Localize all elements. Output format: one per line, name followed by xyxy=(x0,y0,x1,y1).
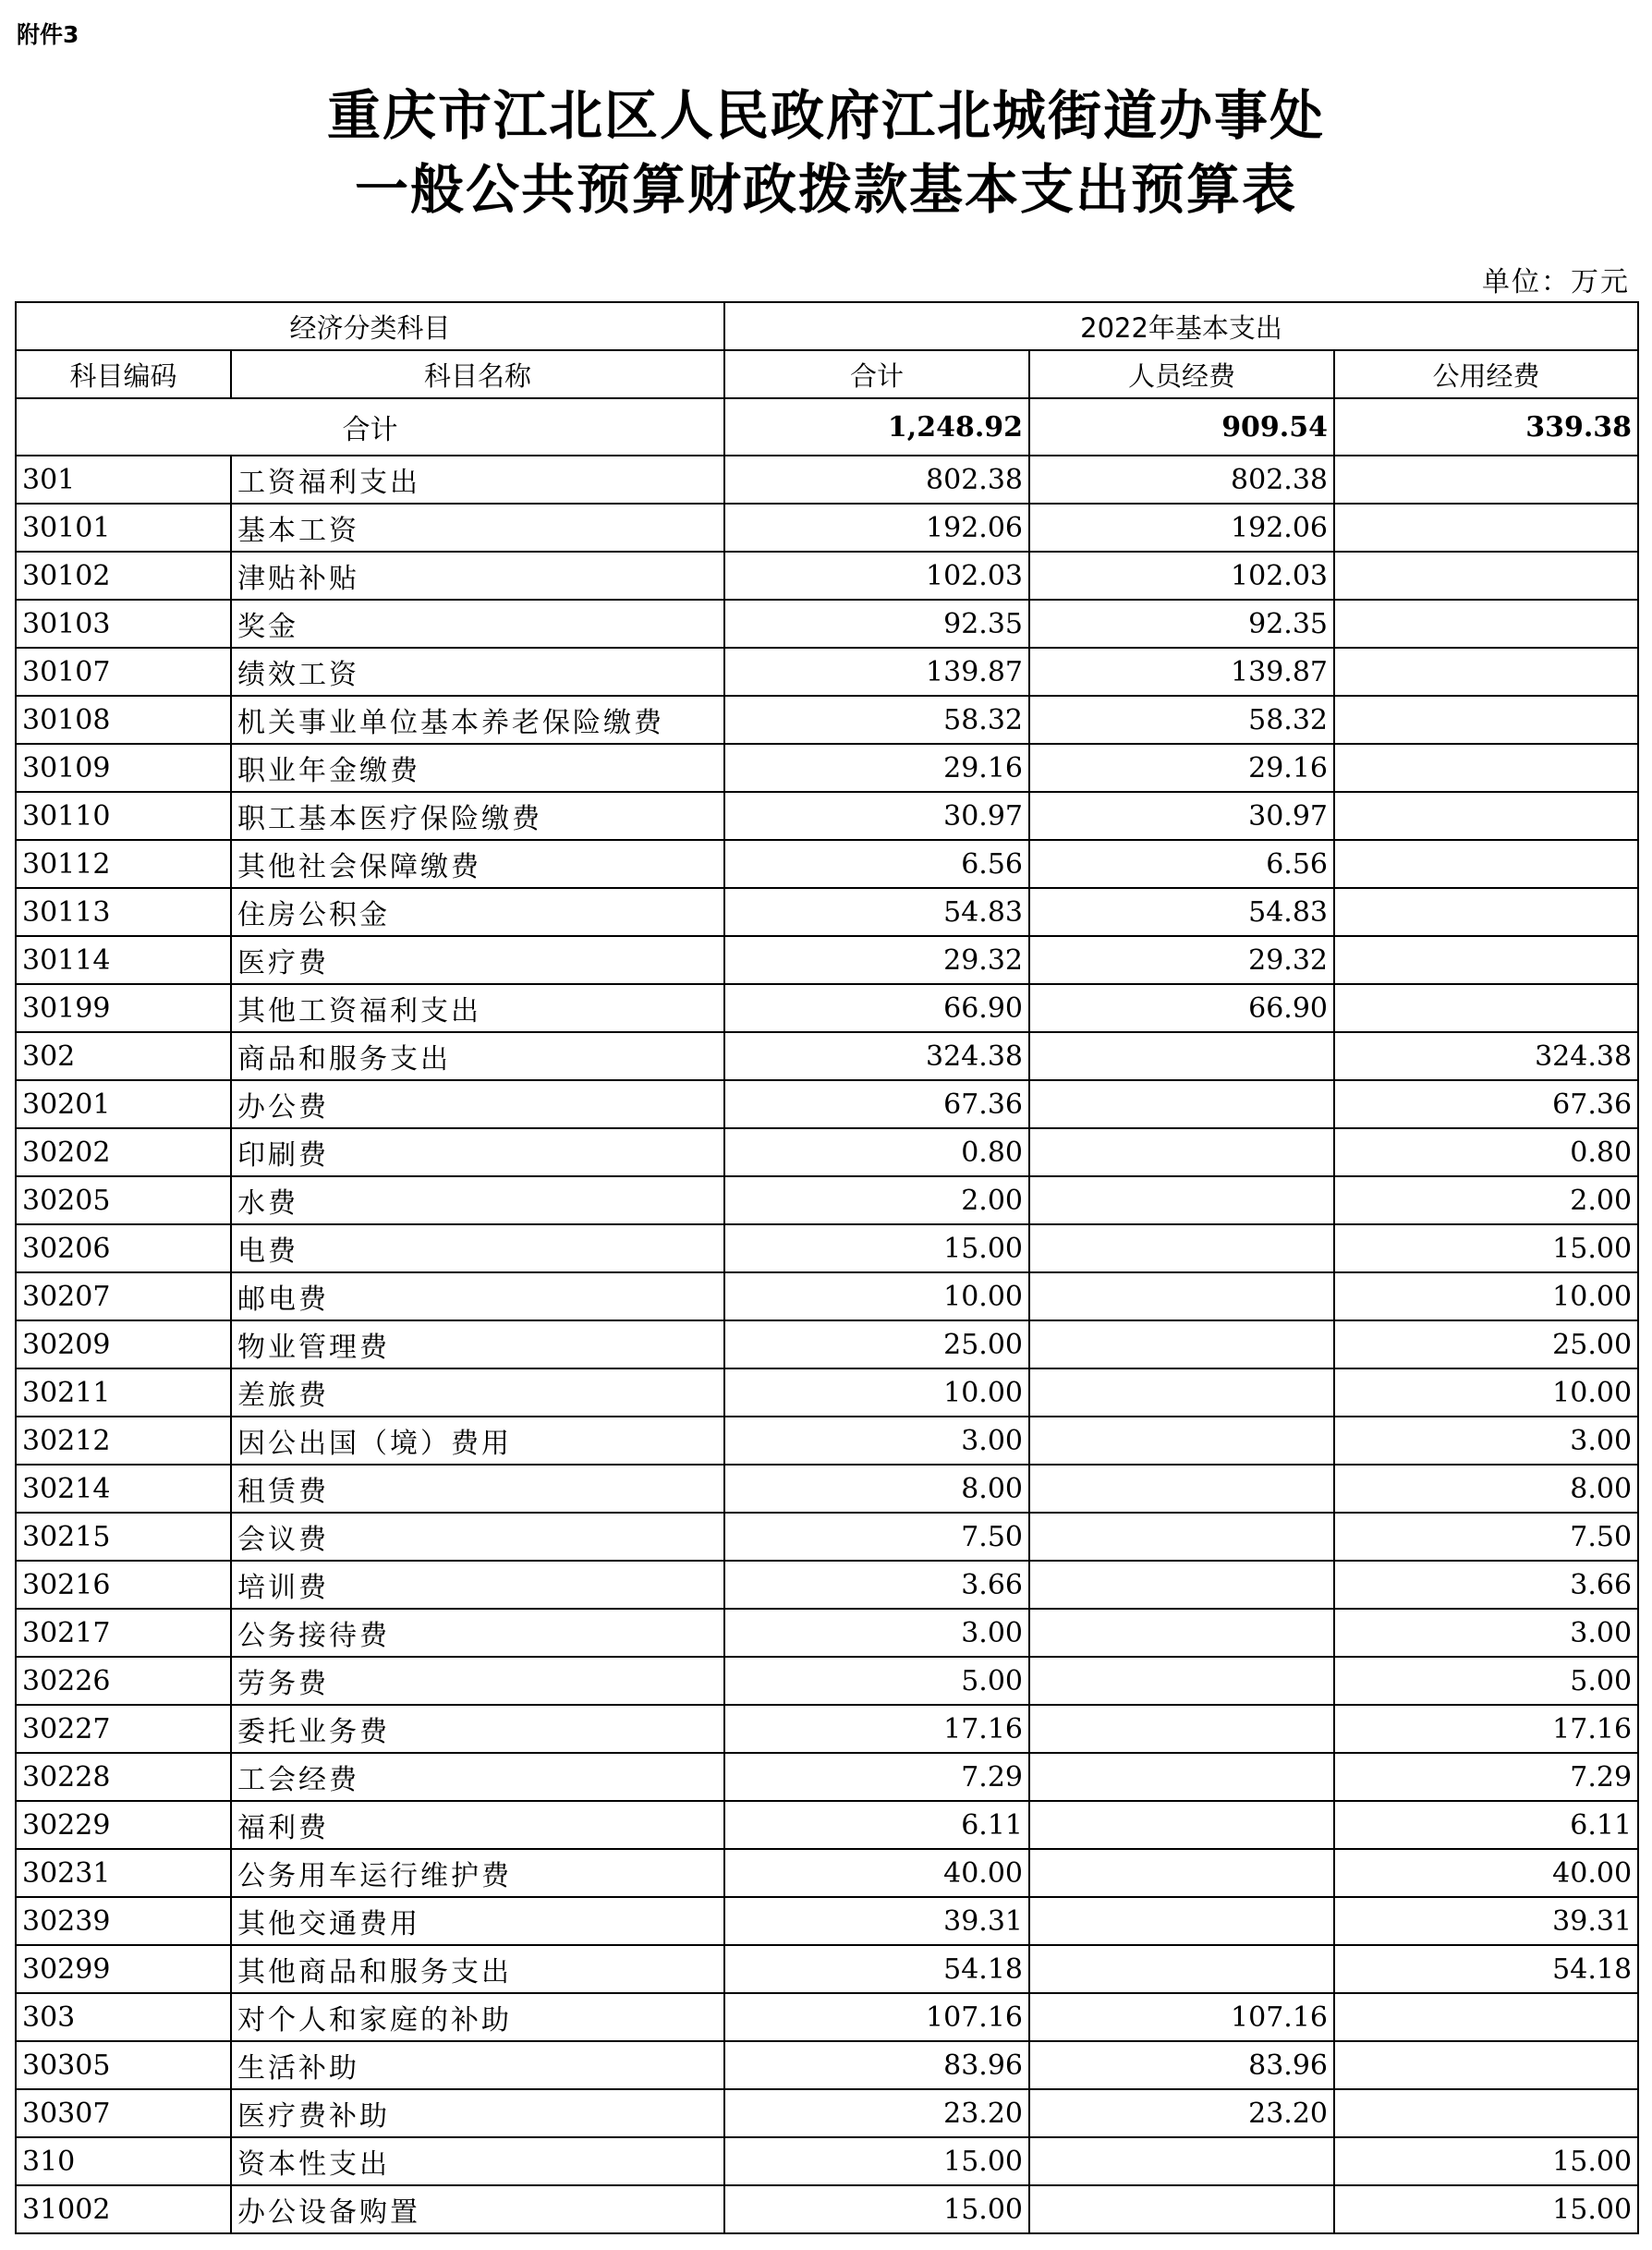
cell-personnel xyxy=(1029,1705,1334,1753)
table-row xyxy=(16,1513,1638,1561)
cell-name: 商品和服务支出 xyxy=(231,1032,724,1080)
cell-name: 物业管理费 xyxy=(231,1320,724,1368)
cell-public xyxy=(1334,840,1638,888)
cell-personnel: 139.87 xyxy=(1029,648,1334,696)
cell-name: 邮电费 xyxy=(231,1272,724,1320)
cell-code: 30214 xyxy=(16,1465,231,1513)
cell-name: 工会经费 xyxy=(231,1753,724,1801)
cell-name: 印刷费 xyxy=(231,1128,724,1176)
cell-name: 公务用车运行维护费 xyxy=(231,1849,724,1897)
cell-total: 10.00 xyxy=(724,1272,1029,1320)
cell-name: 职工基本医疗保险缴费 xyxy=(231,792,724,840)
cell-total: 67.36 xyxy=(724,1080,1029,1128)
cell-code: 30217 xyxy=(16,1609,231,1657)
table-row xyxy=(16,648,1638,696)
cell-name: 培训费 xyxy=(231,1561,724,1609)
cell-personnel: 83.96 xyxy=(1029,2041,1334,2089)
cell-personnel xyxy=(1029,1272,1334,1320)
cell-personnel xyxy=(1029,1224,1334,1272)
cell-public: 40.00 xyxy=(1334,1849,1638,1897)
table-row xyxy=(16,984,1638,1032)
cell-total: 7.29 xyxy=(724,1753,1029,1801)
header-year-expense: 2022年基本支出 xyxy=(724,302,1638,350)
cell-total: 40.00 xyxy=(724,1849,1029,1897)
cell-name: 其他商品和服务支出 xyxy=(231,1945,724,1993)
header-code: 科目编码 xyxy=(16,350,231,398)
total-sum: 1,248.92 xyxy=(724,398,1029,456)
table-row xyxy=(16,1368,1638,1417)
cell-total: 29.16 xyxy=(724,744,1029,792)
cell-personnel xyxy=(1029,1465,1334,1513)
cell-public: 3.66 xyxy=(1334,1561,1638,1609)
cell-public: 15.00 xyxy=(1334,2137,1638,2185)
cell-personnel: 6.56 xyxy=(1029,840,1334,888)
cell-personnel xyxy=(1029,1945,1334,1993)
cell-total: 7.50 xyxy=(724,1513,1029,1561)
total-row xyxy=(16,398,1638,456)
cell-code: 30211 xyxy=(16,1368,231,1417)
table-row xyxy=(16,1897,1638,1945)
cell-total: 17.16 xyxy=(724,1705,1029,1753)
header-public: 公用经费 xyxy=(1334,350,1638,398)
cell-public xyxy=(1334,2089,1638,2137)
cell-public xyxy=(1334,1993,1638,2041)
cell-public: 39.31 xyxy=(1334,1897,1638,1945)
cell-personnel xyxy=(1029,1417,1334,1465)
cell-code: 30229 xyxy=(16,1801,231,1849)
cell-code: 30212 xyxy=(16,1417,231,1465)
cell-code: 30101 xyxy=(16,504,231,552)
cell-name: 职业年金缴费 xyxy=(231,744,724,792)
cell-public xyxy=(1334,600,1638,648)
cell-public: 67.36 xyxy=(1334,1080,1638,1128)
table-row xyxy=(16,1417,1638,1465)
cell-name: 津贴补贴 xyxy=(231,552,724,600)
page-title: 重庆市江北区人民政府江北城街道办事处 xyxy=(326,84,1325,147)
cell-personnel: 92.35 xyxy=(1029,600,1334,648)
table-row xyxy=(16,1224,1638,1272)
cell-name: 会议费 xyxy=(231,1513,724,1561)
cell-name: 租赁费 xyxy=(231,1465,724,1513)
table-row xyxy=(16,744,1638,792)
cell-code: 30239 xyxy=(16,1897,231,1945)
cell-total: 3.00 xyxy=(724,1417,1029,1465)
table-row xyxy=(16,2185,1638,2233)
cell-code: 31002 xyxy=(16,2185,231,2233)
table-row xyxy=(16,1465,1638,1513)
cell-personnel: 102.03 xyxy=(1029,552,1334,600)
cell-code: 30216 xyxy=(16,1561,231,1609)
cell-name: 委托业务费 xyxy=(231,1705,724,1753)
cell-name: 水费 xyxy=(231,1176,724,1224)
cell-total: 5.00 xyxy=(724,1657,1029,1705)
table-row xyxy=(16,2041,1638,2089)
cell-personnel xyxy=(1029,1897,1334,1945)
table-row xyxy=(16,888,1638,936)
cell-personnel: 192.06 xyxy=(1029,504,1334,552)
cell-name: 其他社会保障缴费 xyxy=(231,840,724,888)
cell-personnel xyxy=(1029,1801,1334,1849)
cell-code: 30231 xyxy=(16,1849,231,1897)
cell-public: 2.00 xyxy=(1334,1176,1638,1224)
cell-code: 30227 xyxy=(16,1705,231,1753)
cell-name: 公务接待费 xyxy=(231,1609,724,1657)
cell-total: 15.00 xyxy=(724,1224,1029,1272)
cell-code: 30206 xyxy=(16,1224,231,1272)
cell-public xyxy=(1334,648,1638,696)
cell-personnel xyxy=(1029,1176,1334,1224)
cell-public: 5.00 xyxy=(1334,1657,1638,1705)
cell-personnel xyxy=(1029,1513,1334,1561)
table-row xyxy=(16,1272,1638,1320)
cell-public: 15.00 xyxy=(1334,2185,1638,2233)
table-row xyxy=(16,552,1638,600)
cell-personnel xyxy=(1029,1368,1334,1417)
cell-personnel: 23.20 xyxy=(1029,2089,1334,2137)
cell-personnel: 66.90 xyxy=(1029,984,1334,1032)
header-econ-class: 经济分类科目 xyxy=(16,302,724,350)
cell-code: 30110 xyxy=(16,792,231,840)
cell-code: 30305 xyxy=(16,2041,231,2089)
cell-public: 8.00 xyxy=(1334,1465,1638,1513)
cell-name: 生活补助 xyxy=(231,2041,724,2089)
cell-public xyxy=(1334,2041,1638,2089)
cell-code: 30114 xyxy=(16,936,231,984)
cell-code: 30108 xyxy=(16,696,231,744)
cell-public xyxy=(1334,504,1638,552)
cell-code: 30205 xyxy=(16,1176,231,1224)
cell-personnel: 29.32 xyxy=(1029,936,1334,984)
cell-total: 324.38 xyxy=(724,1032,1029,1080)
cell-name: 其他交通费用 xyxy=(231,1897,724,1945)
cell-total: 29.32 xyxy=(724,936,1029,984)
table-row xyxy=(16,792,1638,840)
table-row xyxy=(16,840,1638,888)
cell-code: 301 xyxy=(16,456,231,504)
cell-public: 7.29 xyxy=(1334,1753,1638,1801)
cell-public: 10.00 xyxy=(1334,1272,1638,1320)
cell-name: 基本工资 xyxy=(231,504,724,552)
header-row-columns xyxy=(16,350,1638,398)
cell-total: 6.11 xyxy=(724,1801,1029,1849)
cell-code: 30102 xyxy=(16,552,231,600)
table-row xyxy=(16,1849,1638,1897)
cell-total: 54.18 xyxy=(724,1945,1029,1993)
cell-total: 0.80 xyxy=(724,1128,1029,1176)
table-row xyxy=(16,1176,1638,1224)
table-row xyxy=(16,1561,1638,1609)
cell-public xyxy=(1334,792,1638,840)
cell-total: 10.00 xyxy=(724,1368,1029,1417)
cell-personnel xyxy=(1029,2185,1334,2233)
cell-total: 107.16 xyxy=(724,1993,1029,2041)
cell-code: 30226 xyxy=(16,1657,231,1705)
table-row xyxy=(16,1705,1638,1753)
cell-public xyxy=(1334,888,1638,936)
table-row xyxy=(16,1320,1638,1368)
cell-code: 303 xyxy=(16,1993,231,2041)
cell-name: 医疗费 xyxy=(231,936,724,984)
page-subtitle: 一般公共预算财政拨款基本支出预算表 xyxy=(354,158,1297,221)
cell-public: 3.00 xyxy=(1334,1417,1638,1465)
cell-code: 30199 xyxy=(16,984,231,1032)
cell-personnel xyxy=(1029,1849,1334,1897)
cell-personnel xyxy=(1029,1753,1334,1801)
cell-public: 0.80 xyxy=(1334,1128,1638,1176)
cell-code: 310 xyxy=(16,2137,231,2185)
cell-personnel: 58.32 xyxy=(1029,696,1334,744)
cell-total: 15.00 xyxy=(724,2185,1029,2233)
header-row-group xyxy=(16,302,1638,350)
cell-total: 102.03 xyxy=(724,552,1029,600)
table-row xyxy=(16,936,1638,984)
table-row xyxy=(16,1128,1638,1176)
cell-name: 办公费 xyxy=(231,1080,724,1128)
cell-code: 30109 xyxy=(16,744,231,792)
cell-name: 差旅费 xyxy=(231,1368,724,1417)
cell-name: 办公设备购置 xyxy=(231,2185,724,2233)
cell-name: 对个人和家庭的补助 xyxy=(231,1993,724,2041)
cell-total: 192.06 xyxy=(724,504,1029,552)
cell-name: 机关事业单位基本养老保险缴费 xyxy=(231,696,724,744)
cell-total: 30.97 xyxy=(724,792,1029,840)
cell-personnel: 802.38 xyxy=(1029,456,1334,504)
cell-code: 30215 xyxy=(16,1513,231,1561)
cell-public xyxy=(1334,456,1638,504)
table-row xyxy=(16,456,1638,504)
cell-public: 54.18 xyxy=(1334,1945,1638,1993)
cell-code: 30202 xyxy=(16,1128,231,1176)
cell-personnel: 29.16 xyxy=(1029,744,1334,792)
table-row xyxy=(16,1753,1638,1801)
table-row xyxy=(16,1993,1638,2041)
cell-name: 因公出国（境）费用 xyxy=(231,1417,724,1465)
cell-public xyxy=(1334,936,1638,984)
cell-name: 资本性支出 xyxy=(231,2137,724,2185)
table-row xyxy=(16,1609,1638,1657)
cell-name: 劳务费 xyxy=(231,1657,724,1705)
total-label: 合计 xyxy=(16,398,724,456)
cell-personnel: 107.16 xyxy=(1029,1993,1334,2041)
cell-public xyxy=(1334,552,1638,600)
cell-name: 工资福利支出 xyxy=(231,456,724,504)
table-row xyxy=(16,1657,1638,1705)
cell-public: 3.00 xyxy=(1334,1609,1638,1657)
cell-total: 83.96 xyxy=(724,2041,1029,2089)
attachment-label: 附件3 xyxy=(17,21,79,48)
table-row xyxy=(16,2137,1638,2185)
header-personnel: 人员经费 xyxy=(1029,350,1334,398)
cell-total: 8.00 xyxy=(724,1465,1029,1513)
table-body xyxy=(16,398,1638,2233)
cell-personnel xyxy=(1029,1609,1334,1657)
total-public: 339.38 xyxy=(1334,398,1638,456)
header-name: 科目名称 xyxy=(231,350,724,398)
cell-personnel xyxy=(1029,2137,1334,2185)
cell-code: 302 xyxy=(16,1032,231,1080)
cell-name: 奖金 xyxy=(231,600,724,648)
budget-table xyxy=(15,301,1639,2234)
cell-personnel xyxy=(1029,1320,1334,1368)
total-personnel: 909.54 xyxy=(1029,398,1334,456)
header-total: 合计 xyxy=(724,350,1029,398)
cell-total: 2.00 xyxy=(724,1176,1029,1224)
cell-code: 30207 xyxy=(16,1272,231,1320)
cell-total: 139.87 xyxy=(724,648,1029,696)
cell-personnel: 30.97 xyxy=(1029,792,1334,840)
table-row xyxy=(16,1801,1638,1849)
cell-code: 30107 xyxy=(16,648,231,696)
cell-code: 30299 xyxy=(16,1945,231,1993)
cell-name: 其他工资福利支出 xyxy=(231,984,724,1032)
cell-public: 15.00 xyxy=(1334,1224,1638,1272)
cell-personnel xyxy=(1029,1657,1334,1705)
table-row xyxy=(16,504,1638,552)
cell-total: 66.90 xyxy=(724,984,1029,1032)
cell-name: 绩效工资 xyxy=(231,648,724,696)
cell-total: 54.83 xyxy=(724,888,1029,936)
cell-code: 30112 xyxy=(16,840,231,888)
cell-total: 3.00 xyxy=(724,1609,1029,1657)
cell-total: 25.00 xyxy=(724,1320,1029,1368)
cell-total: 6.56 xyxy=(724,840,1029,888)
cell-code: 30201 xyxy=(16,1080,231,1128)
cell-personnel: 54.83 xyxy=(1029,888,1334,936)
cell-name: 福利费 xyxy=(231,1801,724,1849)
cell-public: 25.00 xyxy=(1334,1320,1638,1368)
cell-public: 17.16 xyxy=(1334,1705,1638,1753)
table-row xyxy=(16,696,1638,744)
table-row xyxy=(16,1945,1638,1993)
cell-personnel xyxy=(1029,1128,1334,1176)
cell-public xyxy=(1334,984,1638,1032)
cell-code: 30113 xyxy=(16,888,231,936)
table-row xyxy=(16,1080,1638,1128)
cell-code: 30103 xyxy=(16,600,231,648)
cell-personnel xyxy=(1029,1032,1334,1080)
cell-name: 住房公积金 xyxy=(231,888,724,936)
cell-total: 92.35 xyxy=(724,600,1029,648)
cell-personnel xyxy=(1029,1080,1334,1128)
cell-total: 23.20 xyxy=(724,2089,1029,2137)
cell-name: 电费 xyxy=(231,1224,724,1272)
cell-code: 30307 xyxy=(16,2089,231,2137)
cell-total: 39.31 xyxy=(724,1897,1029,1945)
cell-total: 802.38 xyxy=(724,456,1029,504)
unit-label: 单位：万元 xyxy=(1482,266,1630,298)
table-row xyxy=(16,600,1638,648)
cell-total: 58.32 xyxy=(724,696,1029,744)
cell-public: 7.50 xyxy=(1334,1513,1638,1561)
cell-code: 30209 xyxy=(16,1320,231,1368)
cell-public xyxy=(1334,696,1638,744)
table-row xyxy=(16,2089,1638,2137)
cell-total: 15.00 xyxy=(724,2137,1029,2185)
cell-public: 10.00 xyxy=(1334,1368,1638,1417)
cell-personnel xyxy=(1029,1561,1334,1609)
cell-public xyxy=(1334,744,1638,792)
cell-name: 医疗费补助 xyxy=(231,2089,724,2137)
cell-public: 6.11 xyxy=(1334,1801,1638,1849)
cell-total: 3.66 xyxy=(724,1561,1029,1609)
cell-code: 30228 xyxy=(16,1753,231,1801)
table-row xyxy=(16,1032,1638,1080)
cell-public: 324.38 xyxy=(1334,1032,1638,1080)
